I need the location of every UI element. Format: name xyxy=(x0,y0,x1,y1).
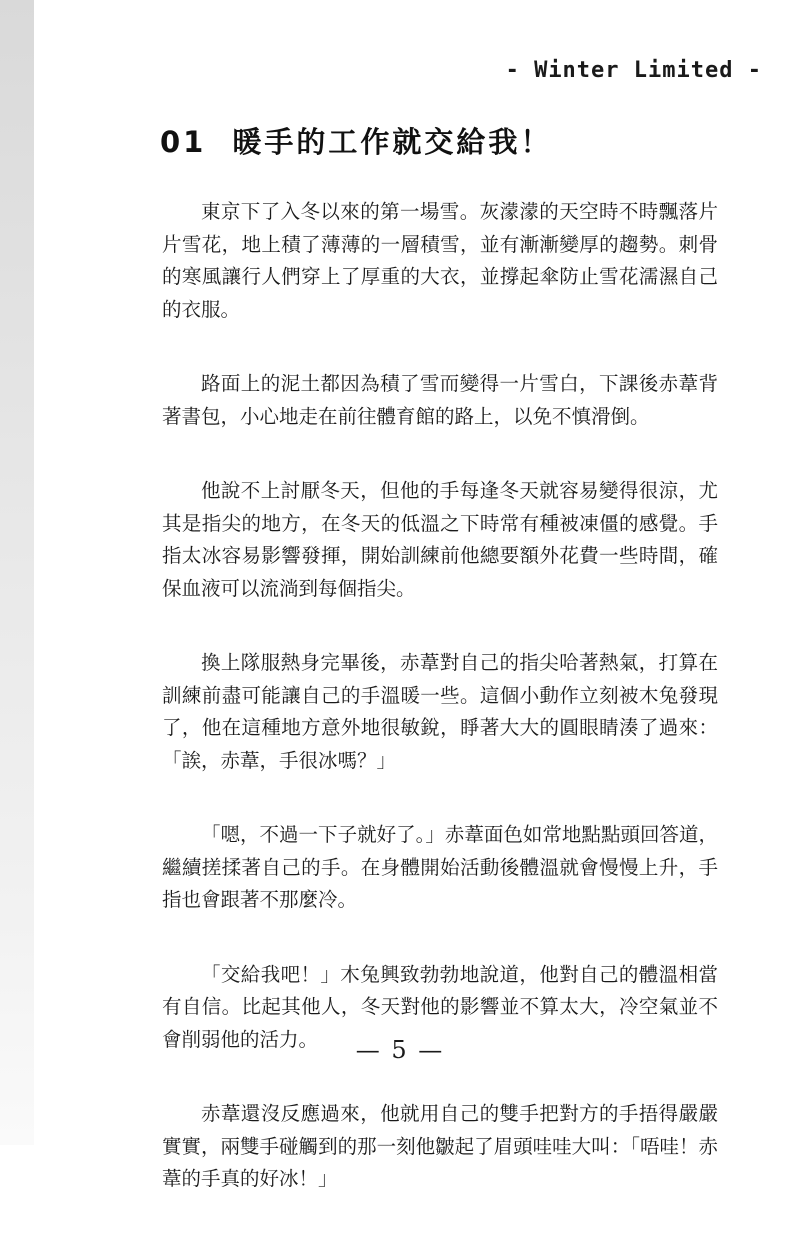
paragraph: 換上隊服熱身完畢後，赤葦對自己的指尖哈著熱氣，打算在訓練前盡可能讓自己的手溫暖一些。這個小動作立刻被木兔發現了，他在這種地方意外地很敏銳，睜著大大的圓眼睛湊了過來：「誒，赤葦，手很冰嗎？」 xyxy=(162,651,718,772)
page-number: — 5 — xyxy=(355,1036,445,1064)
chapter-title xyxy=(160,120,552,161)
paragraph: 「嗯，不過一下子就好了。」赤葦面色如常地點點頭回答道，繼續搓揉著自己的手。在身體開始活動後體溫就會慢慢上升，手指也會跟著不那麼冷。 xyxy=(162,823,718,911)
chapter-title-text: 暖手的工作就交給我！ xyxy=(232,125,553,159)
chapter-number: 01 xyxy=(160,125,207,159)
paragraph: 東京下了入冬以來的第一場雪。灰濛濛的天空時不時飄落片片雪花，地上積了薄薄的一層積雪，並有漸漸變厚的趨勢。刺骨的寒風讓行人們穿上了厚重的大衣，並撐起傘防止雪花濡濕自己的衣服。 xyxy=(162,200,718,321)
running-header: - Winter Limited - xyxy=(505,58,762,83)
page-edge-shadow xyxy=(0,0,34,1145)
paragraph: 「交給我吧！」木兔興致勃勃地說道，他對自己的體溫相當有自信。比起其他人，冬天對他的影響並不算太大，冷空氣並不會削弱他的活力。 xyxy=(162,962,718,1051)
paragraph: 赤葦還沒反應過來，他就用自己的雙手把對方的手捂得嚴嚴實實，兩雙手碰觸到的那一刻他皺起了眉頭哇哇大叫：「唔哇！赤葦的手真的好冰！」 xyxy=(162,1102,718,1190)
paragraph: 他說不上討厭冬天，但他的手每逢冬天就容易變得很涼，尤其是指尖的地方，在冬天的低溫之下時常有種被凍僵的感覺。手指太冰容易影響發揮，開始訓練前他總要額外花費一些時間，確保血液可以流淌到每個指尖。 xyxy=(162,479,718,600)
paragraph: 路面上的泥土都因為積了雪而變得一片雪白，下課後赤葦背著書包，小心地走在前往體育館的路上，以免不慎滑倒。 xyxy=(162,372,718,428)
body-text xyxy=(162,196,718,1238)
